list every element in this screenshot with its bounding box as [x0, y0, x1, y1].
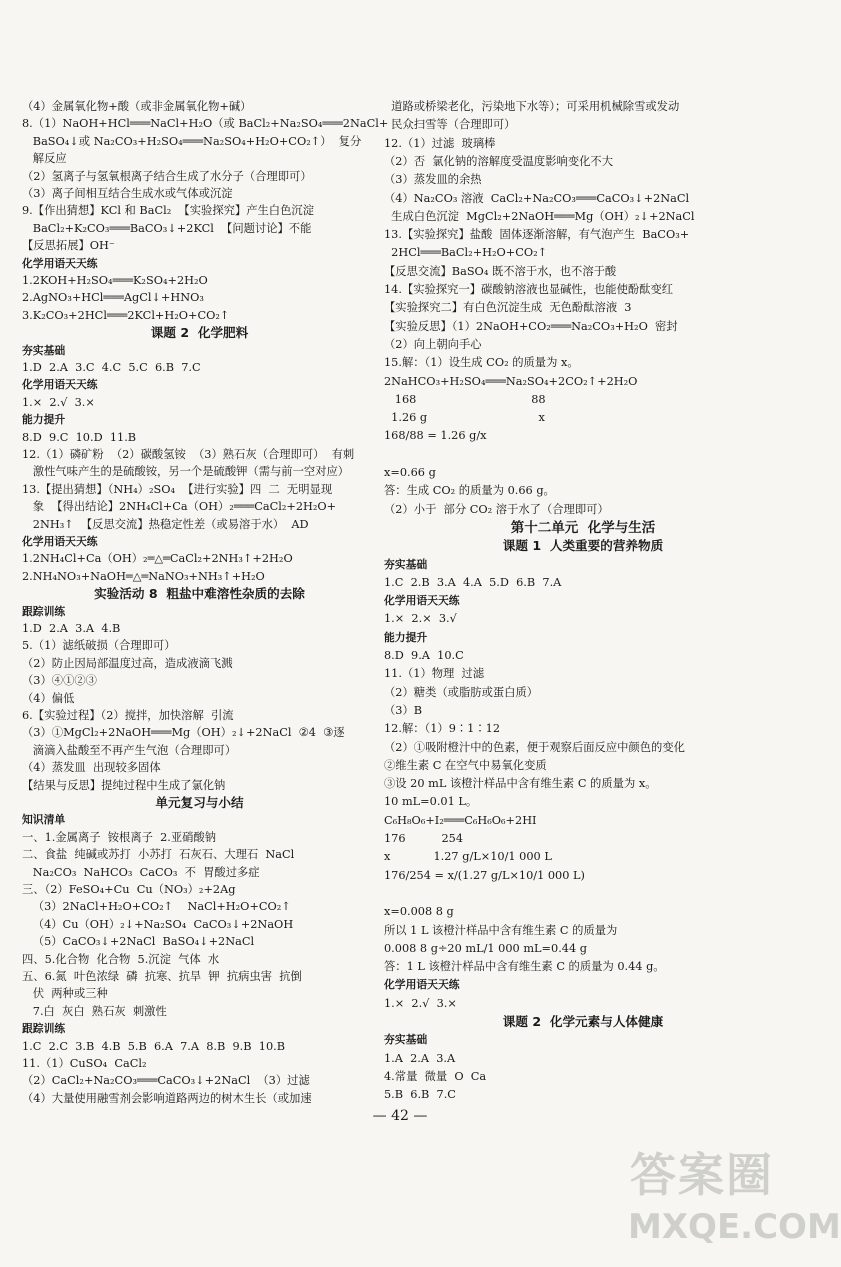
answer-line: 7.白 灰白 熟石灰 刺激性: [22, 1004, 167, 1018]
answer-line: 8.D 9.A 10.C: [384, 649, 464, 662]
answer-line: 【反思交流】BaSO₄ 既不溶于水，也不溶于酸: [384, 264, 617, 278]
answer-line: C₆H₈O₆+I₂═══C₆H₆O₆+2HI: [384, 813, 537, 827]
answer-line: （5）CaCO₃↓+2NaCl BaSO₄↓+2NaCl: [22, 935, 255, 949]
subsection-label: 夯实基础: [384, 1033, 428, 1047]
answer-line: 1.C 2.B 3.A 4.A 5.D 6.B 7.A: [384, 575, 562, 589]
answer-line: 2NaHCO₃+H₂SO₄═══Na₂SO₄+2CO₂↑+2H₂O: [384, 374, 638, 388]
subsection-label: 跟踪训练: [22, 604, 66, 618]
answer-line: （4）Na₂CO₃ 溶液 CaCl₂+Na₂CO₃═══CaCO₃↓+2NaCl: [384, 191, 690, 205]
answer-line: 15.解：（1）设生成 CO₂ 的质量为 x。: [384, 356, 579, 370]
answer-line: 11.（1）物理 过滤: [384, 667, 485, 681]
answer-line: 2.NH₄NO₃+NaOH═△═NaNO₃+NH₃↑+H₂O: [22, 569, 265, 583]
answer-line: 2.AgNO₃+HCl═══AgCl↓+HNO₃: [22, 291, 204, 305]
answer-line: ②维生素 C 在空气中易氧化变质: [384, 758, 547, 772]
answer-line: 民众扫雪等（合理即可）: [384, 118, 516, 132]
answer-line: （4）大量使用融雪剂会影响道路两边的树木生长（或加速: [22, 1091, 312, 1105]
answer-line: 12.（1）过滤 玻璃棒: [384, 136, 496, 150]
answer-line: 道路或桥梁老化，污染地下水等）；可采用机械除雪或发动: [384, 100, 680, 113]
section-title: 课题 1 人类重要的营养物质: [502, 538, 664, 554]
answer-line: 1.× 2.√ 3.×: [22, 395, 95, 409]
answer-line: 【结果与反思】提纯过程中生成了氯化钠: [22, 778, 226, 792]
answer-line: 1.C 2.C 3.B 4.B 5.B 6.A 7.A 8.B 9.B 10.B: [22, 1039, 286, 1053]
answer-line: 12.解：（1）9∶1∶12: [384, 722, 501, 736]
answer-line: 生成白色沉淀 MgCl₂+2NaOH═══Mg（OH）₂↓+2NaCl: [384, 209, 695, 223]
answer-line: 9.【作出猜想】KCl 和 BaCl₂ 【实验探究】产生白色沉淀: [22, 204, 314, 218]
answer-line: （2）否 氯化钠的溶解度受温度影响变化不大: [384, 154, 614, 168]
answer-line: ③设 20 mL 该橙汁样品中含有维生素 C 的质量为 x。: [384, 777, 657, 791]
answer-line: （2）氢离子与氢氧根离子结合生成了水分子（合理即可）: [22, 169, 312, 183]
answer-line: （4）Cu（OH）₂↓+Na₂SO₄ CaCO₃↓+2NaOH: [22, 917, 294, 931]
answer-line: Na₂CO₃ NaHCO₃ CaCO₃ 不 胃酸过多症: [22, 865, 260, 879]
answer-line: BaCl₂+K₂CO₃═══BaCO₃↓+2KCl 【问题讨论】不能: [22, 221, 312, 235]
answer-line: （4）偏低: [22, 691, 75, 705]
answer-line: 滴滴入盐酸至不再产生气泡（合理即可）: [22, 743, 237, 757]
answer-line: 11.（1）CuSO₄ CaCl₂: [22, 1057, 147, 1070]
answer-line: 8.（1）NaOH+HCl═══NaCl+H₂O（或 BaCl₂+Na₂SO₄═══2NaCl+: [22, 117, 389, 131]
answer-line: （3）④①②③: [22, 674, 97, 688]
answer-line: （4）金属氧化物+酸（或非金属氧化物+碱）: [22, 100, 252, 113]
answer-line: 168/88 = 1.26 g/x: [384, 429, 487, 443]
answer-line: 四、5.化合物 化合物 5.沉淀 气体 水: [22, 952, 220, 966]
answer-line: 【实验反思】（1）2NaOH+CO₂═══Na₂CO₃+H₂O 密封: [384, 319, 678, 333]
answer-line: （2）①吸附橙汁中的色素，便于观察后面反应中颜色的变化: [384, 740, 685, 754]
answer-line: （2）小于 部分 CO₂ 溶于水了（合理即可）: [384, 502, 609, 516]
answer-line: 一、1.金属离子 铵根离子 2.亚硝酸钠: [22, 830, 217, 844]
answer-line: （3）蒸发皿的余热: [384, 173, 482, 187]
subsection-label: 化学用语天天练: [22, 535, 98, 548]
answer-line: （2）糖类（或脂肪或蛋白质）: [384, 685, 539, 699]
answer-line: 3.K₂CO₃+2HCl═══2KCl+H₂O+CO₂↑: [22, 308, 230, 322]
answer-line: 1.× 2.√ 3.×: [384, 996, 457, 1010]
answer-line: 【实验探究二】有白色沉淀生成 无色酚酞溶液 3: [384, 301, 632, 315]
answer-line: 【反思拓展】OH⁻: [22, 239, 115, 253]
answer-line: 1.D 2.A 3.C 4.C 5.C 6.B 7.C: [22, 361, 201, 374]
subsection-label: 化学用语天天练: [22, 378, 98, 392]
section-title: 课题 2 化学元素与人体健康: [502, 1014, 664, 1029]
answer-line: 12.（1）磷矿粉 （2）碳酸氢铵 （3）熟石灰（合理即可） 有刺: [22, 448, 355, 461]
section-title: 单元复习与小结: [155, 795, 244, 810]
section-title: 第十二单元 化学与生活: [510, 519, 656, 536]
page-number: — 42 —: [372, 1108, 428, 1124]
answer-line: 2HCl═══BaCl₂+H₂O+CO₂↑: [384, 246, 548, 260]
subsection-label: 能力提升: [22, 413, 66, 427]
subsection-label: 跟踪训练: [22, 1022, 66, 1036]
answer-line: 五、6.氮 叶色浓绿 磷 抗寒、抗旱 钾 抗病虫害 抗倒: [22, 970, 302, 983]
answer-line: 二、食盐 纯碱或苏打 小苏打 石灰石、大理石 NaCl: [22, 848, 295, 862]
answer-line: 13.【实验探究】盐酸 固体逐渐溶解，有气泡产生 BaCO₃+: [384, 228, 690, 242]
subsection-label: 知识清单: [22, 813, 66, 827]
answer-line: 168 88: [384, 392, 546, 406]
subsection-label: 夯实基础: [384, 557, 428, 571]
answer-line: 1.A 2.A 3.A: [384, 1051, 456, 1065]
answer-line: 三、（2）FeSO₄+Cu Cu（NO₃）₂+2Ag: [22, 883, 236, 896]
answer-line: 5.B 6.B 7.C: [384, 1088, 456, 1102]
answer-line: 所以 1 L 该橙汁样品中含有维生素 C 的质量为: [384, 923, 618, 937]
answer-line: （2）CaCl₂+Na₂CO₃═══CaCO₃↓+2NaCl （3）过滤: [22, 1074, 310, 1088]
answer-line: 10 mL=0.01 L。: [384, 795, 478, 809]
subsection-label: 化学用语天天练: [384, 978, 460, 992]
answer-line: 解反应: [22, 152, 67, 166]
answer-line: （3）B: [384, 703, 423, 717]
section-title: 实验活动 8 粗盐中难溶性杂质的去除: [94, 586, 305, 602]
answer-line: （3）离子间相互结合生成水或气体或沉淀: [22, 187, 233, 200]
watermark-logo: 答案圈: [630, 1148, 774, 1202]
subsection-label: 能力提升: [384, 630, 428, 644]
answer-line: 4.常量 微量 O Ca: [384, 1069, 487, 1083]
answer-line: （3）①MgCl₂+2NaOH═══Mg（OH）₂↓+2NaCl ②4 ③逐: [22, 726, 345, 740]
answer-line: 1.× 2.× 3.√: [384, 612, 457, 626]
answer-line: x 1.27 g/L×10/1 000 L: [384, 850, 552, 864]
answer-line: 1.2NH₄Cl+Ca（OH）₂═△═CaCl₂+2NH₃↑+2H₂O: [22, 552, 293, 566]
answer-line: 伏 两种或三种: [22, 987, 108, 1001]
answer-line: （3）2NaCl+H₂O+CO₂↑ NaCl+H₂O+CO₂↑: [22, 900, 291, 914]
subsection-label: 化学用语天天练: [384, 594, 460, 608]
answer-line: 8.D 9.C 10.D 11.B: [22, 430, 137, 444]
subsection-label: 夯实基础: [22, 343, 66, 357]
watermark: [622, 1139, 841, 1259]
answer-line: 6.【实验过程】（2）搅拌，加快溶解 引流: [22, 709, 234, 722]
answer-line: 象 【得出结论】2NH₄Cl+Ca（OH）₂═══CaCl₂+2H₂O+: [22, 500, 337, 514]
answer-line: x=0.66 g: [384, 466, 436, 479]
answer-line: 1.26 g x: [384, 411, 545, 425]
answer-line: 激性气味产生的是硫酸铵，另一个是硫酸钾（需与前一空对应）: [22, 465, 350, 479]
answer-line: （4）蒸发皿 出现较多固体: [22, 761, 161, 775]
answer-line: 176 254: [384, 832, 464, 845]
answer-line: 14.【实验探究一】碳酸钠溶液也显碱性，也能使酚酞变红: [384, 283, 674, 296]
answer-line: 176/254 = x/(1.27 g/L×10/1 000 L): [384, 868, 585, 882]
answer-line: 1.2KOH+H₂SO₄═══K₂SO₄+2H₂O: [22, 274, 208, 287]
answer-line: 5.（1）滤纸破损（合理即可）: [22, 639, 176, 653]
answer-line: 0.008 8 g÷20 mL/1 000 mL=0.44 g: [384, 941, 587, 955]
answer-line: 1.D 2.A 3.A 4.B: [22, 622, 121, 635]
answer-line: x=0.008 8 g: [384, 905, 454, 919]
answer-line: （2）防止因局部温度过高，造成液滴飞溅: [22, 656, 233, 670]
answer-line: 2NH₃↑ 【反思交流】热稳定性差（或易溶于水） AD: [22, 517, 309, 531]
answer-line: 13.【提出猜想】（NH₄）₂SO₄ 【进行实验】四 二 无明显现: [22, 482, 333, 496]
subsection-label: 化学用语天天练: [22, 256, 98, 270]
watermark-site: MXQE.COM: [628, 1207, 841, 1247]
answer-line: 答：生成 CO₂ 的质量为 0.66 g。: [384, 484, 555, 498]
section-title: 课题 2 化学肥料: [150, 325, 249, 341]
answer-line: BaSO₄↓或 Na₂CO₃+H₂SO₄═══Na₂SO₄+H₂O+CO₂↑） 复分: [22, 134, 362, 148]
answer-line: （2）向上朝向手心: [384, 337, 482, 351]
answer-line: 答：1 L 该橙汁样品中含有维生素 C 的质量为 0.44 g。: [384, 960, 665, 974]
